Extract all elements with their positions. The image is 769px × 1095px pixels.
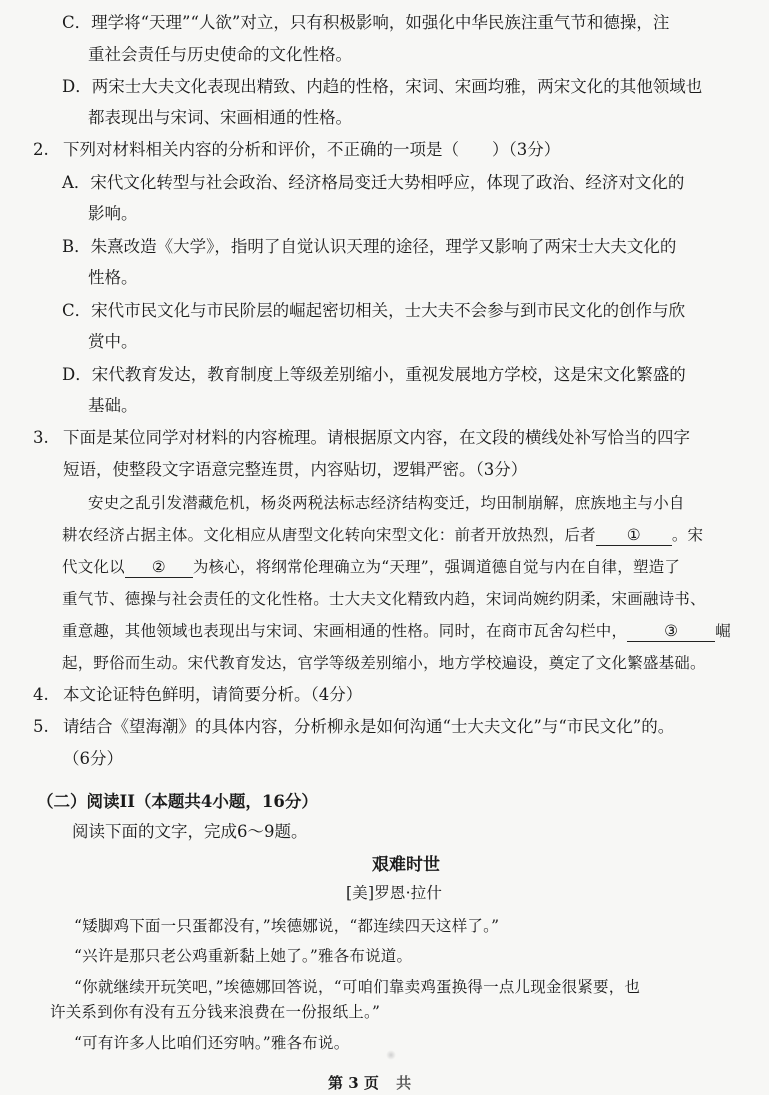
story-paragraph-2: “兴许是那只老公鸡重新黏上她了。”雅各布说道。 [74,947,413,965]
scan-smudge [386,1050,396,1060]
q2-option-c-line2: 赏中。 [88,332,138,351]
passage-text: 为核心，将纲常伦理确立为“天理”，强调道德自觉与内在自律，塑造了 [192,558,681,576]
question-number: 4. [33,685,49,704]
section-heading: （二）阅读II（本题共4小题，16分） [37,792,318,811]
passage-text: 崛 [715,622,731,640]
blank-2: ② [125,557,193,578]
question-4 [33,683,362,707]
page-number: 第 3 页 [328,1074,379,1092]
question-stem: 下列对材料相关内容的分析和评价，不正确的一项是（ ）（3分） [63,140,561,159]
story-paragraph-1: “矮脚鸡下面一只蛋都没有，”埃德娜说，“都连续四天这样了。” [74,917,500,935]
q2-option-a-line2: 影响。 [88,204,138,223]
story-paragraph-3-line2: 许关系到你有没有五分钱来浪费在一份报纸上。” [50,1003,381,1021]
q2-option-b-line1: B．朱熹改造《大学》，指明了自觉认识天理的途径，理学又影响了两宋士大夫文化的 [62,237,677,256]
story-author: [美]罗恩·拉什 [346,884,443,902]
passage-line-2 [62,523,703,547]
question-stem-line1: 下面是某位同学对材料的内容梳理。请根据原文内容，在文段的横线处补写恰当的四字 [63,428,690,447]
q1-option-d-line1: D．两宋士大夫文化表现出精致、内趋的性格，宋词、宋画均雅，两宋文化的其他领域也 [62,77,703,96]
question-number: 2. [33,140,49,159]
question-stem: 本文论证特色鲜明，请简要分析。（4分） [63,685,363,704]
question-stem: 请结合《望海潮》的具体内容，分析柳永是如何沟通“士大夫文化”与“市民文化”的。 [63,717,675,736]
question-number: 5. [33,717,49,736]
page-footer [328,1071,411,1095]
blank-3: ③ [627,621,715,642]
passage-line-4: 重气节、德操与社会责任的文化性格。士大夫文化精致内趋，宋词尚婉约阴柔，宋画融诗书、 [62,590,706,608]
passage-text: 。宋 [671,526,704,544]
question-5 [33,715,674,739]
question-3 [33,426,690,450]
q2-option-b-line2: 性格。 [88,268,138,287]
passage-line-6: 起，野俗而生动。宋代教育发达，官学等级差别缩小，地方学校遍设，奠定了文化繁盛基础。 [62,654,706,672]
q1-option-c-line2: 重社会责任与历史使命的文化性格。 [88,45,352,64]
story-title: 艰难时世 [372,855,440,875]
passage-text: 耕农经济占据主体。文化相应从唐型文化转向宋型文化：前者开放热烈，后者 [62,526,596,544]
question-2 [33,138,560,162]
q2-option-d-line2: 基础。 [88,396,138,415]
section-instruction: 阅读下面的文字，完成6～9题。 [72,822,308,841]
q1-option-d-line2: 都表现出与宋词、宋画相通的性格。 [88,108,352,127]
question-number: 3. [33,428,49,447]
page-total-partial: 共 [396,1074,412,1092]
passage-line-1: 安史之乱引发潜藏危机，杨炎两税法标志经济结构变迁，均田制崩解，庶族地主与小自 [88,494,685,512]
q2-option-c-line1: C．宋代市民文化与市民阶层的崛起密切相关，士大夫不会参与到市民文化的创作与欣 [62,301,686,320]
passage-text: 重意趣，其他领域也表现出与宋词、宋画相通的性格。同时，在商市瓦舍勾栏中， [62,622,628,640]
question-5-score: （6分） [63,749,123,768]
passage-line-3 [62,555,680,579]
passage-line-5 [62,619,731,643]
q1-option-c-line1: C．理学将“天理”“人欲”对立，只有积极影响，如强化中华民族注重气节和德操，注 [62,13,670,32]
q2-option-d-line1: D．宋代教育发达，教育制度上等级差别缩小，重视发展地方学校，这是宋文化繁盛的 [62,365,686,384]
q2-option-a-line1: A．宋代文化转型与社会政治、经济格局变迁大势相呼应，体现了政治、经济对文化的 [62,173,685,192]
story-paragraph-3-line1: “你就继续开玩笑吧，”埃德娜回答说，“可咱们靠卖鸡蛋换得一点儿现金很紧要，也 [74,978,641,996]
blank-1: ① [596,525,672,546]
story-paragraph-4: “可有许多人比咱们还穷呐。”雅各布说。 [74,1034,350,1052]
question-stem-line2: 短语，使整段文字语意完整连贯，内容贴切，逻辑严密。（3分） [63,460,528,479]
passage-text: 代文化以 [62,558,125,576]
